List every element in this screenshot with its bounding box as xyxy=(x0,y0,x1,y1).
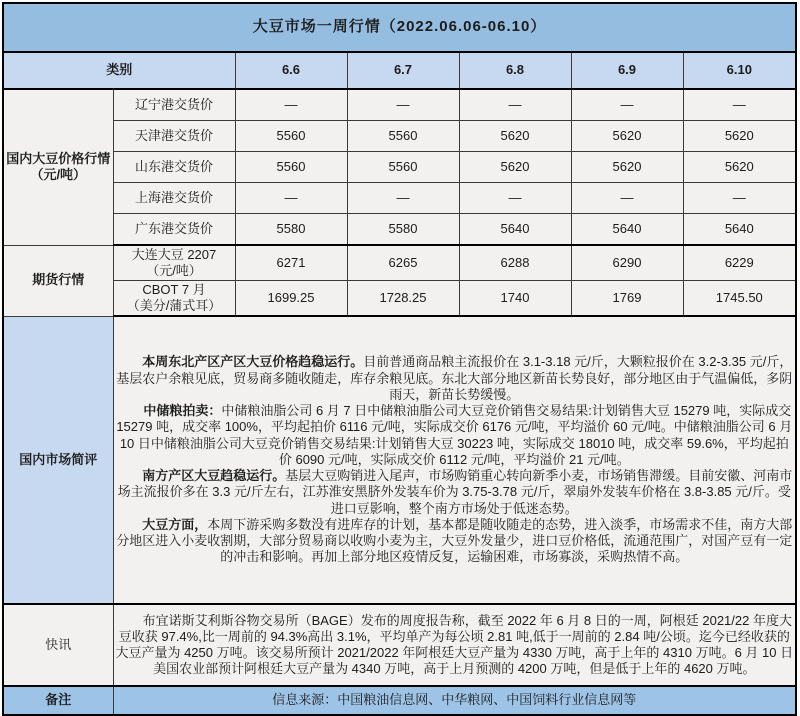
price-cell: 5560 xyxy=(235,121,347,152)
price-cell: — xyxy=(459,89,571,121)
column-header-date-3: 6.8 xyxy=(459,52,571,89)
futures-cell: 1728.25 xyxy=(347,281,459,317)
price-cell: — xyxy=(683,89,796,121)
price-cell: 5620 xyxy=(459,121,571,152)
commentary-paragraph-lead: 大豆方面， xyxy=(142,516,208,532)
section-label-remark: 备注 xyxy=(3,686,113,715)
column-header-date-5: 6.10 xyxy=(683,52,796,89)
commentary-paragraph-body: 本周下游采购多数没有进库存的计划，基本都是随收随走的态势，进入淡季，市场需求不佳，南方大部分地区进入小麦收割期，大部分贸易商以收购小麦为主，大豆外发量少，进口豆价格低，流通范围广，对国产豆有一定的冲击和影响。再加上部分地区疫情反复，运输困难，市场寡淡，采购热情不高。 xyxy=(116,516,793,565)
section-label-market-commentary: 国内市场简评 xyxy=(3,316,113,604)
port-label-guangdong: 广东港交货价 xyxy=(113,214,235,246)
section-label-futures: 期货行情 xyxy=(3,245,113,316)
market-commentary-text xyxy=(113,316,796,604)
column-header-date-4: 6.9 xyxy=(571,52,683,89)
futures-cell: 1769 xyxy=(571,281,683,317)
price-cell: 5620 xyxy=(571,152,683,183)
price-cell: — xyxy=(347,89,459,121)
report-title: 大豆市场一周行情（2022.06.06-06.10） xyxy=(3,3,796,52)
price-cell: — xyxy=(235,89,347,121)
commentary-paragraph xyxy=(114,354,796,403)
futures-cell: 1740 xyxy=(459,281,571,317)
futures-label-cbot-line1: CBOT 7 月 xyxy=(142,281,206,297)
futures-label-dalian-line1: 大连大豆 2207 xyxy=(131,246,217,262)
price-cell: 5620 xyxy=(683,152,796,183)
price-cell: — xyxy=(459,183,571,214)
soybean-weekly-report-table xyxy=(2,2,797,716)
remark-text: 信息来源：中国粮油信息网、中华粮网、中国饲料行业信息网等 xyxy=(113,686,796,715)
price-cell: 5560 xyxy=(235,152,347,183)
futures-label-cbot xyxy=(113,281,235,317)
price-cell: — xyxy=(571,89,683,121)
commentary-paragraph xyxy=(114,517,796,566)
commentary-paragraph-lead: 中储粮拍卖： xyxy=(143,403,222,419)
port-label-shandong: 山东港交货价 xyxy=(113,152,235,183)
column-header-date-2: 6.7 xyxy=(347,52,459,89)
commentary-paragraph xyxy=(114,403,796,468)
price-cell: 5640 xyxy=(683,214,796,246)
price-cell: 5580 xyxy=(347,214,459,246)
port-label-shanghai: 上海港交货价 xyxy=(113,183,235,214)
price-cell: 5560 xyxy=(347,121,459,152)
futures-cell: 1699.25 xyxy=(235,281,347,317)
price-cell: — xyxy=(235,183,347,214)
price-cell: — xyxy=(683,183,796,214)
commentary-paragraph-body: 目前普通商品粮主流报价在 3.1-3.18 元/斤，大颗粒报价在 3.2-3.35 元/斤，基层农户余粮见底，贸易商多随收随走，库存余粮见底。东北大部分地区新苗长势良好，部分地区由于气温偏低，多阴雨天，新苗长势缓慢。 xyxy=(116,354,793,402)
commentary-paragraph-body: 基层大豆购销进入尾声，市场购销重心转向新季小麦，市场销售滞缓。目前安徽、河南市场主流报价多在 3.3 元/斤左右，江苏淮安黑脐外发装车价为 3.75-3.78 元/斤，翠扇外发装车价格在 3.8-3.85 元/斤。受进口豆影响，整个南方市场处于低迷态势。 xyxy=(117,468,793,516)
price-cell: — xyxy=(347,183,459,214)
section-label-news: 快讯 xyxy=(3,604,113,686)
commentary-paragraph xyxy=(114,468,796,517)
futures-cell: 6265 xyxy=(347,245,459,281)
price-cell: 5640 xyxy=(459,214,571,246)
price-cell: 5620 xyxy=(571,121,683,152)
futures-cell: 6271 xyxy=(235,245,347,281)
port-label-liaoning: 辽宁港交货价 xyxy=(113,89,235,121)
futures-cell: 1745.50 xyxy=(683,281,796,317)
futures-cell: 6290 xyxy=(571,245,683,281)
futures-cell: 6229 xyxy=(683,245,796,281)
price-cell: 5640 xyxy=(571,214,683,246)
futures-label-dalian xyxy=(113,245,235,281)
news-paragraph: 布宜诺斯艾利斯谷物交易所（BAGE）发布的周度报告称，截至 2022 年 6 月 8 日的一周，阿根廷 2021/22 年度大豆收获 97.4%,比一周前的 94.3%高出 3.1%，平均单产为每公顷 2.81 吨,低于一周前的 2.84 吨/公顷。迄今已经收获的大豆产量为 4250 万吨。该交易所预计 2021/2022 年阿根廷大豆产量为 4330 万吨，高于上年的 4310 万吨。6 月 10 日美国农业部预计阿根廷大豆产量为 4340 万吨，高于上月预测的 4200 万吨，但是低于上年的 4620 万吨。 xyxy=(115,612,794,677)
price-cell: 5620 xyxy=(683,121,796,152)
futures-cell: 6288 xyxy=(459,245,571,281)
price-cell: 5620 xyxy=(459,152,571,183)
futures-label-dalian-line2: （元/吨） xyxy=(146,263,202,278)
column-header-category: 类别 xyxy=(3,52,235,89)
commentary-paragraph-body: 中储粮油脂公司 6 月 7 日中储粮油脂公司大豆竞价销售交易结果:计划销售大豆 15279 吨，实际成交 15279 吨，成交率 100%，平均起拍价 6116 元/吨，实际成交价 6176 元/吨，平均溢价 60 元/吨。中储粮油脂公司 6 月 10 日中储粮油脂公司大豆竞价销售交易结果:计划销售大豆 30223 吨，实际成交 18010 吨，成交率 59.6%，平均起拍价 6090 元/吨，实际成交价 6112 元/吨，平均溢价 21 元/吨。 xyxy=(116,403,793,467)
commentary-paragraph-lead: 南方产区大豆趋稳运行。 xyxy=(142,468,286,484)
commentary-paragraph-lead: 本周东北产区产区大豆价格趋稳运行。 xyxy=(142,354,364,370)
price-cell: 5580 xyxy=(235,214,347,246)
port-label-tianjin: 天津港交货价 xyxy=(113,121,235,152)
price-cell: — xyxy=(571,183,683,214)
column-header-date-1: 6.6 xyxy=(235,52,347,89)
futures-label-cbot-line2: （美分/蒲式耳） xyxy=(126,298,222,313)
section-label-domestic-prices: 国内大豆价格行情（元/吨） xyxy=(3,89,113,245)
price-cell: 5560 xyxy=(347,152,459,183)
news-text xyxy=(113,604,796,686)
